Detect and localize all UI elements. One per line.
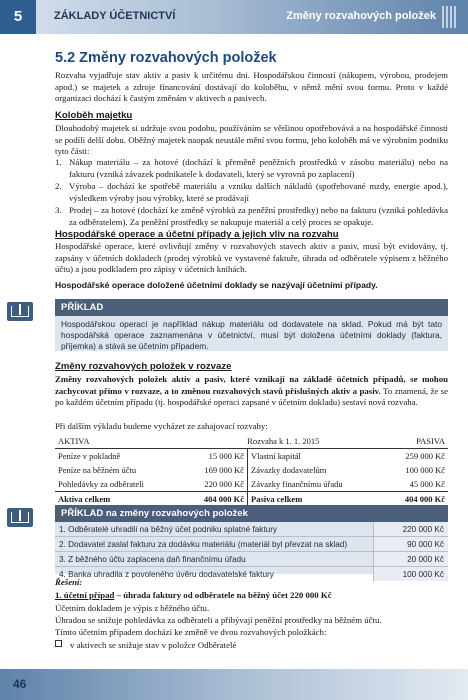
example-box-2 [55,505,448,579]
case-description: – úhrada faktury od odběratele na běžný účet 220 000 Kč [114,590,332,600]
intro-paragraph [55,70,448,105]
page-footer [0,669,468,700]
balance-sheet-table [55,434,448,506]
solution-line-3: Tímto účetním případem dochází ke změně ve dvou rozvahových položkách: [55,627,327,637]
intro-text: Rozvaha vyjadřuje stav aktiv a pasiv k určitému dni. Hospodářskou činností (nákupem, výrobou, prodejem apod.) se majetek a zdroje financování dostávají do koloběhu, v němž mění svou formu. Proto v každé organizaci dochází k častým změnám v aktivech a pasivech. [55,70,448,104]
book-icon [7,302,33,321]
book-icon [7,508,33,527]
operace-heading: Hospodářské operace a účetní případy a jejich vliv na rozvahu [55,229,339,240]
balance-header-row [55,434,448,449]
table-row: Pohledávky za odběrateli 220 000 Kč Závazky finančnímu úřadu 45 000 Kč [55,477,448,492]
bullet-text: v aktivech se snižuje stav v položce Odběratelé [70,640,237,650]
solution-line-2: Úhradou se snižuje pohledávka za odběrateli a přibývají peněžní prostředky na běžném účtu. [55,615,382,625]
table-row: Peníze na běžném účtu 169 000 Kč Závazky dodavatelům 100 000 Kč [58,465,445,475]
zmeny-paragraph [55,374,448,409]
operace-text: Hospodářské operace, které ovlivňují změny v rozvahových stavech aktiv a pasiv, musí být evidovány, tj. zapsány v účetních dokladech (prodej výrobků ve vystavené faktuře, úhrada od odběratele výpisem z běžného účtu) a jsou podkladem pro zápisy v účetních knihách. [55,241,448,275]
page-number: 46 [13,677,27,691]
operace-definition: Hospodářské operace doložené účetními doklady se nazývají účetními případy. [55,280,378,290]
case-heading [55,590,448,602]
list-item: 1. Nákup materiálu – za hotové (dochází k přeměně peněžních prostředků v zásobu materiálu) nebo na fakturu (vzniká závazek podnikatele k dodavateli, který se vyrovná po zaplacení) [55,157,448,179]
zmeny-heading: Změny rozvahových položek v rozvaze [55,361,232,372]
section-running-title: Změny rozvahových položek [286,10,436,22]
checkbox-bullet-icon [55,640,62,647]
table-row: 3. Z běžného účtu zaplacena daň finančnímu úřadu 20 000 Kč [55,552,448,567]
zmeny-bold-text: Změny rozvahových položek aktiv a pasiv, které vznikají na základě účetních případů, se mohou zachycovat přímo v rozvaze, a to změnou rozvahových stavů příslušných aktiv a pasiv. [55,374,448,396]
table-row: 4. Banka uhradila z povoleného úvěru dodavatelské faktury 100 000 Kč [55,567,448,582]
kolobeh-text: Dlouhodobý majetek si udržuje svou podobu, používáním se většinou opotřebovává a na hospodářské činnosti se podílí delší dobu. Oběžný majetek naopak neustále mění svou formu, jeho koloběh má ve výrobním podniku tyto části: [55,123,448,157]
zmeny-lead: Při dalším výkladu budeme vycházet ze zahajovací rozvahy: [55,421,268,431]
chapter-title: ZÁKLADY ÚČETNICTVÍ [54,10,176,22]
table-row: 1. Odběratelé uhradili na běžný účet podniku splatné faktury 220 000 Kč [55,522,448,537]
decorative-stripes [442,6,462,28]
balance-total-row: Aktiva celkem 404 000 Kč Pasiva celkem 404 000 Kč [55,492,448,507]
zmeny-rest-text: To znamená, že se po každém účetním případu (tj. hospodářské operaci zapsané v účetním dokladu) sestaví nová rozvaha. [55,385,449,408]
section-title: 5.2 Změny rozvahových položek [55,50,277,66]
table-row: Peníze v pokladně 15 000 Kč Vlastní kapitál 259 000 Kč [55,449,448,464]
chapter-header [0,0,468,34]
list-item: 2. Výroba – dochází ke spotřebě materiálu a vzniku dalších nákladů (spotřebované mzdy, energie apod.), výsledkem výroby jsou výrobky, které se prodávají [55,181,448,203]
kolobeh-list [55,157,448,230]
example-text: Hospodářskou operací je například nákup materiálu od dodavatele na sklad. Pokud má být tato hospodářská operace zaznamenána v účetnictví, musí být doložena účetními doklady (faktura, příjemka) a stává se účetním případem. [61,319,442,351]
table-row: 2. Dodavatel zaslal fakturu za dodávku materiálu (materiál byl převzat na sklad) 90 000 Kč [55,537,448,552]
chapter-number: 5 [0,0,36,34]
solution-bullet [55,640,448,652]
transactions-table [55,522,448,581]
pasiva-header: PASIVA [384,434,448,449]
aktiva-header: AKTIVA [55,434,183,449]
example-box-1 [55,299,448,351]
list-item: 3. Prodej – za hotové (dochází ke změně výrobků za peněžní prostředky) nebo na fakturu (vzniká pohledávka za odběratelem). Za peněžní prostředky se nakupuje materiál a celý proces se opakuje. [55,205,448,227]
kolobeh-heading: Koloběh majetku [55,110,133,121]
kolobeh-paragraph [55,123,448,158]
solution-label: Řešení: [55,577,83,587]
example-label: PŘÍKLAD na změny rozvahových položek [55,505,448,522]
balance-date-header: Rozvaha k 1. 1. 2015 [183,434,384,449]
solution-line-1: Účetním dokladem je výpis z běžného účtu. [55,603,210,613]
example-label: PŘÍKLAD [55,299,448,316]
operace-paragraph [55,241,448,276]
case-title: 1. účetní případ [55,590,115,600]
